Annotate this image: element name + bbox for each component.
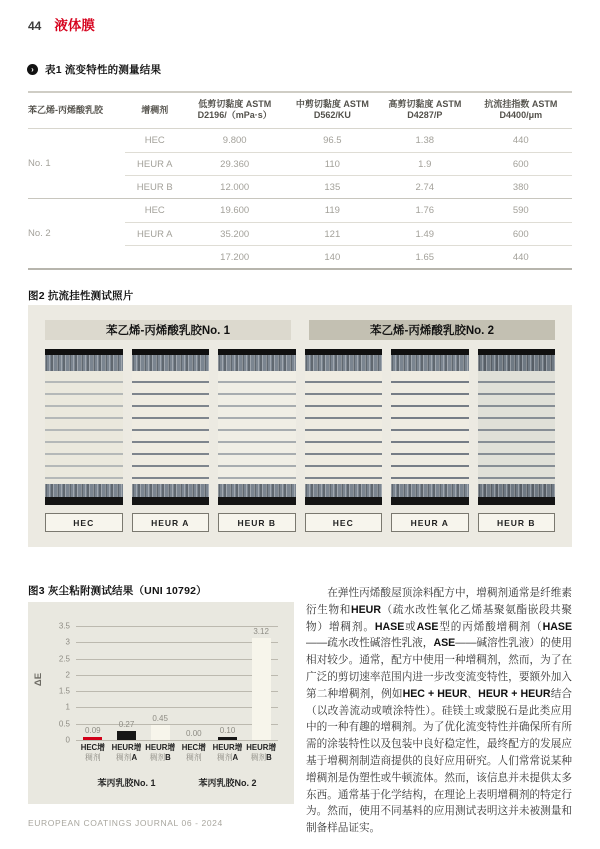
table-cell: 1.76: [415, 205, 435, 216]
figure3-caption: 图3 灰尘粘附测试结果（UNI 10792）: [28, 585, 207, 597]
chart-plot-area: [58, 621, 278, 745]
x-label-line1: HEC增: [181, 743, 206, 752]
header-line1: 中剪切黏度 ASTM: [295, 99, 369, 109]
y-tick-label: 3.5: [58, 621, 70, 631]
y-tick-label: 2: [65, 670, 70, 680]
panel-bottom-band: [305, 484, 383, 497]
table-group: [28, 129, 572, 198]
chart-gridline: [76, 707, 278, 708]
header-line2: D2196/（mPa·s）: [197, 110, 272, 120]
panel-top-band: [218, 355, 296, 371]
rheology-table: [28, 91, 572, 270]
table-cell: 96.5: [323, 135, 342, 146]
x-tick-label: [211, 743, 245, 762]
table-cell: 19.600: [220, 205, 250, 216]
panel-bottom-bar: [45, 497, 123, 505]
x-label-line1: HEUR增: [145, 743, 176, 752]
table-row: [125, 199, 572, 222]
y-tick-label: 3: [65, 637, 70, 647]
photo-panel: [478, 349, 556, 505]
body-text: 结合（以改善流动或喷涂特性）。硅镁土或蒙脱石是此类应用中的一种有趣的增稠剂。为了优化流变特性并确保所有所需的涂装特性以及包装中良好稳定性，最终配方的发展应基于增稠剂制造商提供的良好应用研究。人们常常说某种增稠剂是伪塑性或牛顿流体。然而，该信息并未提供太多东西。通常基于化学结构，在理论上表明增稠剂的特定行为。然而，使用不同基料的应用测试表明这并未被测量和制备样品证实。: [306, 687, 573, 835]
x-tick-label: [244, 743, 278, 762]
chart-x-labels: [76, 743, 278, 762]
bar-value-label: 3.12: [253, 627, 269, 637]
header-line2: D4287/P: [407, 110, 443, 120]
panel-bottom-band: [478, 484, 556, 497]
section-title: 液体膜: [54, 18, 95, 33]
table-cell: 29.360: [220, 158, 250, 170]
x-label-line1: HEUR增: [246, 743, 277, 752]
table-cell: 2.74: [415, 181, 435, 193]
x-tick-label: [110, 743, 144, 762]
table1-caption: 表1 流变特性的测量结果: [45, 64, 162, 76]
panel-top-band: [391, 355, 469, 371]
latex-group-label: No. 2: [28, 228, 51, 239]
photo-panel-label: HEUR A: [391, 513, 469, 532]
figure2-panel-labels: [45, 513, 555, 532]
panel-top-band: [305, 355, 383, 371]
bold-term: HASE: [374, 620, 405, 633]
x-label-suffix: B: [165, 752, 171, 762]
header-line1: 苯乙烯-丙烯酸乳胶: [28, 104, 103, 115]
body-text: 在弹性丙烯酸屋顶涂料配方中，增稠剂通常是纤维素衍生物和: [306, 587, 572, 616]
table-cell: 440: [512, 135, 529, 146]
bold-term: HEUR: [350, 603, 381, 616]
table-cell: 140: [324, 251, 341, 263]
table-cell: HEUR A: [137, 228, 173, 240]
figure2-caption: 图2 抗流挂性测试照片: [28, 290, 134, 302]
table-cell: HEC: [144, 135, 165, 146]
table1-caption-row: [27, 62, 161, 77]
table-cell: 1.49: [415, 228, 435, 240]
y-axis-label: ΔE: [33, 672, 45, 687]
table-cell: 110: [324, 158, 340, 170]
photo-panel: [391, 349, 469, 505]
table-column-header: [380, 99, 470, 121]
table-column-header: [185, 99, 285, 121]
bar: [218, 737, 237, 740]
y-tick-label: 1.5: [58, 686, 70, 696]
panel-top-band: [478, 355, 556, 371]
page-number: 44: [28, 19, 42, 33]
table-group: [28, 198, 572, 268]
header-line1: 抗流挂指数 ASTM: [484, 99, 558, 109]
table-cell: 9.800: [222, 135, 247, 146]
table-cell: 600: [512, 158, 529, 170]
table-cell: HEUR A: [137, 158, 173, 170]
x-label-line2: 稠剂A: [216, 752, 239, 762]
table-cell: 1.9: [418, 158, 432, 170]
table-column-header: [285, 99, 380, 121]
table-column-header: [125, 105, 185, 116]
panel-sag-stripes: [305, 371, 383, 484]
panel-top-band: [132, 355, 210, 371]
table-column-header: [470, 99, 572, 121]
figure2-group-headers: [45, 320, 555, 340]
bar-value-label: 0.10: [219, 725, 236, 735]
dust-adhesion-chart: [28, 602, 294, 804]
article-paragraph: [306, 585, 572, 837]
table-cell: 600: [512, 228, 529, 240]
figure2-group-header: 苯乙烯-丙烯酸乳胶No. 1: [45, 320, 291, 340]
chart-group-label: 苯丙乳胶No. 1: [97, 778, 156, 788]
table-cell: HEC: [144, 205, 165, 216]
photo-panel-label: HEC: [45, 513, 123, 532]
table-cell: 135: [324, 181, 341, 193]
panel-top-band: [45, 355, 123, 371]
photo-panel-label: HEUR A: [132, 513, 210, 532]
panel-bottom-band: [391, 484, 469, 497]
table-row: [125, 129, 572, 152]
header-line2: D562/KU: [313, 110, 351, 120]
chart-gridline: [76, 675, 278, 676]
bold-term: HEC + HEUR: [402, 687, 468, 700]
x-tick-label: [76, 743, 110, 762]
body-text: 、: [467, 687, 479, 700]
header-line1: 增稠剂: [141, 104, 169, 115]
table-cell: 380: [512, 181, 529, 193]
photo-panel: [45, 349, 123, 505]
figure2-group-header: 苯乙烯-丙烯酸乳胶No. 2: [309, 320, 555, 340]
bar-value-label: 0.00: [186, 729, 202, 738]
chart-gridline: [76, 740, 278, 741]
bar: [151, 725, 170, 740]
table-column-header: [28, 105, 125, 116]
x-label-line1: HEUR增: [111, 743, 142, 752]
table-row: [125, 245, 572, 268]
table-cell: 1.65: [415, 251, 435, 263]
figure3-caption-row: [28, 583, 207, 598]
x-label-line2: 稠剂: [186, 752, 202, 762]
bold-term: ASE: [416, 620, 439, 633]
bar: [252, 638, 271, 740]
header-line2: D4400/μm: [499, 110, 543, 120]
body-text: ——碱溶性乳液）的使用相对较少。通常，配方中使用一种增稠剂，然而，为了在广泛的剪切速率范围内进一步改变流变特性，要额外加入第二种增稠剂，例如: [306, 637, 573, 700]
body-text: 型的丙烯酸增稠剂（: [438, 620, 543, 633]
chart-group-label: 苯丙乳胶No. 2: [198, 778, 257, 788]
panel-bottom-bar: [478, 497, 556, 505]
photo-panel: [132, 349, 210, 505]
x-label-suffix: B: [266, 752, 272, 762]
panel-sag-stripes: [45, 371, 123, 484]
body-text: （疏水改性氧化乙烯基聚氨酯嵌段共聚物）增稠剂。: [306, 603, 573, 633]
panel-sag-stripes: [478, 371, 556, 484]
x-tick-label: [177, 743, 211, 762]
photo-panel-label: HEUR B: [218, 513, 296, 532]
photo-panel-label: HEC: [305, 513, 383, 532]
table-cell: 440: [512, 251, 529, 263]
x-label-line2: 稠剂: [85, 752, 101, 762]
table-cell: 590: [512, 205, 529, 216]
table-row: [125, 222, 572, 245]
panel-bottom-bar: [305, 497, 383, 505]
bold-term: HASE: [542, 620, 573, 633]
header-line1: 高剪切黏度 ASTM: [388, 99, 462, 109]
figure2-caption-row: [28, 288, 133, 303]
body-text: ——疏水改性碱溶性乳液，: [306, 637, 434, 650]
bar: [83, 737, 102, 740]
chart-gridline: [76, 691, 278, 692]
figure2-photo-panels: [45, 349, 555, 505]
bold-term: ASE: [433, 637, 456, 650]
x-label-suffix: A: [131, 752, 138, 762]
chart-group-labels: [76, 776, 278, 789]
panel-sag-stripes: [218, 371, 296, 484]
page-header: [28, 14, 95, 34]
table-cell: HEUR B: [136, 181, 173, 193]
y-tick-label: 1: [65, 702, 70, 712]
bar-value-label: 0.09: [85, 726, 101, 736]
table-group-rows: [125, 199, 572, 268]
header-line1: 低剪切黏度 ASTM: [198, 99, 272, 109]
table-row: [125, 175, 572, 198]
table-cell: 1.38: [415, 135, 435, 146]
bar: [117, 731, 136, 740]
x-label-suffix: A: [232, 752, 239, 762]
table-cell: 17.200: [220, 251, 250, 263]
x-label-line1: HEUR增: [212, 743, 243, 752]
bar-value-label: 0.27: [118, 720, 135, 730]
panel-sag-stripes: [132, 371, 210, 484]
latex-group-label: No. 1: [28, 158, 51, 169]
y-tick-label: 0.5: [58, 719, 70, 729]
x-label-line1: HEC增: [80, 743, 105, 752]
arrow-bullet-icon: ›: [27, 64, 38, 75]
photo-panel: [305, 349, 383, 505]
table-header-row: [28, 93, 572, 129]
table-cell: 35.200: [220, 228, 250, 240]
bold-term: HEUR + HEUR: [478, 687, 551, 700]
x-label-line2: 稠剂B: [250, 752, 272, 762]
x-label-line2: 稠剂B: [149, 752, 171, 762]
table-cell: 121: [324, 228, 341, 240]
journal-footer: EUROPEAN COATINGS JOURNAL 06 - 2024: [28, 818, 223, 828]
panel-bottom-bar: [391, 497, 469, 505]
photo-panel: [218, 349, 296, 505]
y-tick-label: 0: [65, 735, 70, 745]
panel-bottom-band: [218, 484, 296, 497]
panel-bottom-bar: [218, 497, 296, 505]
table-cell: 119: [324, 205, 340, 216]
x-tick-label: [143, 743, 177, 762]
bar-value-label: 0.45: [152, 714, 168, 724]
table-cell: 12.000: [220, 181, 250, 193]
panel-sag-stripes: [391, 371, 469, 484]
photo-panel-label: HEUR B: [478, 513, 556, 532]
chart-gridline: [76, 642, 278, 643]
y-tick-label: 2.5: [58, 654, 70, 664]
x-label-line2: 稠剂A: [115, 752, 138, 762]
panel-bottom-band: [45, 484, 123, 497]
panel-bottom-bar: [132, 497, 210, 505]
table-row: [125, 152, 572, 175]
table-body: [28, 129, 572, 268]
chart-gridline: [76, 659, 278, 660]
panel-bottom-band: [132, 484, 210, 497]
body-text: 或: [404, 620, 417, 633]
sag-test-figure: [28, 305, 572, 547]
table-group-rows: [125, 129, 572, 198]
